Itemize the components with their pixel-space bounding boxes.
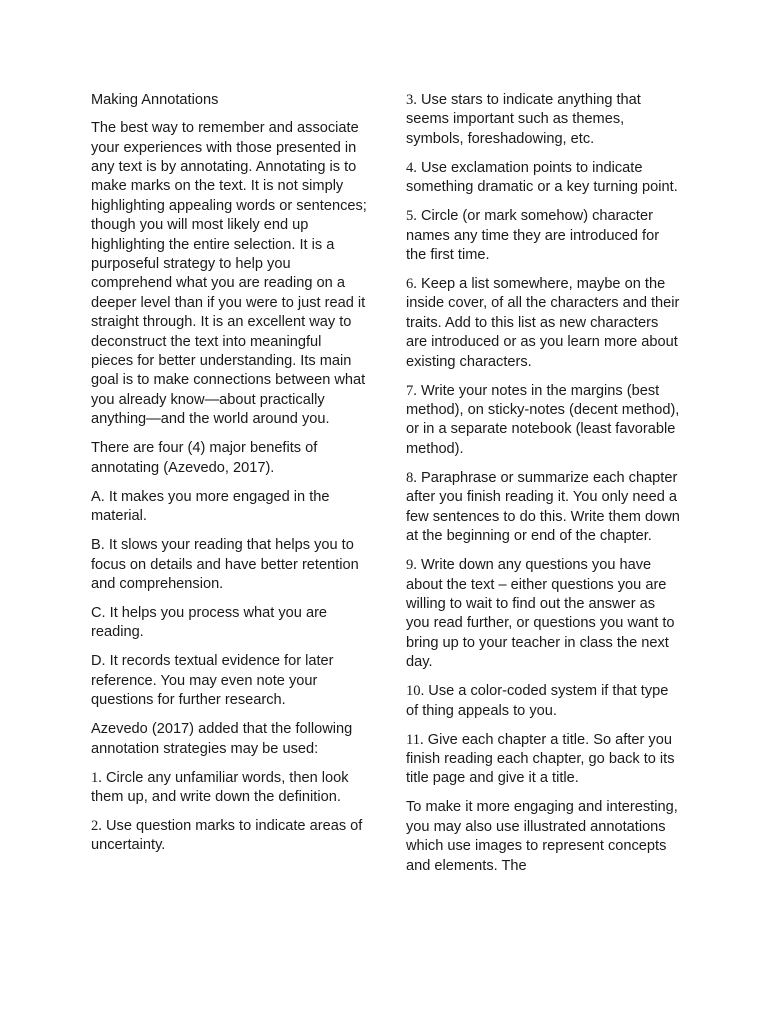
strategy-item-9 xyxy=(406,556,682,672)
strategy-item-11 xyxy=(406,731,682,789)
strategy-number: 8. xyxy=(406,469,417,486)
strategy-text: Use stars to indicate anything that seems important such as themes, symbols, foreshadowing, etc. xyxy=(406,92,641,147)
strategy-item-10 xyxy=(406,682,682,721)
strategy-item-2 xyxy=(91,817,367,856)
strategy-number: 6. xyxy=(406,276,417,293)
strategy-text: Circle any unfamiliar words, then look them up, and write down the definition. xyxy=(91,769,349,805)
benefits-intro-paragraph: There are four (4) major benefits of annotating (Azevedo, 2017). xyxy=(91,440,318,476)
intro-paragraph: The best way to remember and associate your experiences with those presented in any text is by annotating. Annotating is to make marks on the text. It is not simply highlighting appealing words or sentences; though you will most likely end up highlighting the entire selection. It is a purposeful strategy to help you comprehend what you are reading on a deeper level than if you were to just read it straight through. It is an excellent way to deconstruct the text into meaningful pieces for better understanding. Its main goal is to make connections between what you already know—about practically anything—and the world around you. xyxy=(91,120,367,428)
strategy-number: 1. xyxy=(91,769,102,786)
strategy-item-5 xyxy=(406,207,682,265)
strategy-number: 7. xyxy=(406,382,417,399)
strategy-item-4 xyxy=(406,159,682,198)
document-title: Making Annotations xyxy=(91,92,219,108)
strategy-number: 9. xyxy=(406,557,417,574)
benefit-d-paragraph: D. It records textual evidence for later reference. You may even note your questions for further research. xyxy=(91,653,334,709)
strategy-text: Use a color-coded system if that type of thing appeals to you. xyxy=(406,683,669,719)
benefit-a-paragraph: A. It makes you more engaged in the material. xyxy=(91,488,330,525)
strategy-item-8 xyxy=(406,469,682,547)
strategy-text: Use exclamation points to indicate something dramatic or a key turning point. xyxy=(406,159,678,196)
strategy-text: Give each chapter a title. So after you finish reading each chapter, go back to its title page and give it a title. xyxy=(406,731,675,787)
strategy-item-7 xyxy=(406,382,682,460)
strategy-number: 4. xyxy=(406,159,417,176)
strategy-number: 5. xyxy=(406,208,417,225)
benefit-b-paragraph: B. It slows your reading that helps you to focus on details and have better retention and comprehension. xyxy=(91,537,359,592)
strategy-item-3 xyxy=(406,91,682,149)
strategy-text: Write your notes in the margins (best method), on sticky-notes (decent method), or in a separate notebook (least favorable method). xyxy=(406,382,680,457)
strategy-text: Write down any questions you have about the text – either questions you are willing to wait to find out the answer as you read further, or questions you want to bring up to your teacher in class the next day. xyxy=(406,557,675,671)
left-column xyxy=(91,91,367,865)
benefit-c-paragraph: C. It helps you process what you are reading. xyxy=(91,604,328,641)
strategy-item-1 xyxy=(91,769,367,808)
strategy-text: Paraphrase or summarize each chapter after you finish reading it. You only need a few sentences to do this. Write them down at the beginning or end of the chapter. xyxy=(406,469,680,545)
right-column xyxy=(406,91,682,876)
strategy-text: Use question marks to indicate areas of uncertainty. xyxy=(91,817,363,854)
strategy-text: Circle (or mark somehow) character names any time they are introduced for the first time. xyxy=(406,208,660,264)
strategy-item-6 xyxy=(406,275,682,372)
strategy-number: 3. xyxy=(406,92,417,108)
strategy-number: 11. xyxy=(406,731,424,748)
strategy-number: 2. xyxy=(91,817,102,834)
strategies-intro-paragraph: Azevedo (2017) added that the following annotation strategies may be used: xyxy=(91,721,353,757)
closing-paragraph: To make it more engaging and interesting, you may also use illustrated annotations which use images to represent concepts and elements. The xyxy=(406,799,678,874)
strategy-text: Keep a list somewhere, maybe on the inside cover, of all the characters and their traits. Add to this list as new characters are introduced or as you learn more about existing characters. xyxy=(406,276,680,370)
strategy-number: 10. xyxy=(406,683,425,700)
